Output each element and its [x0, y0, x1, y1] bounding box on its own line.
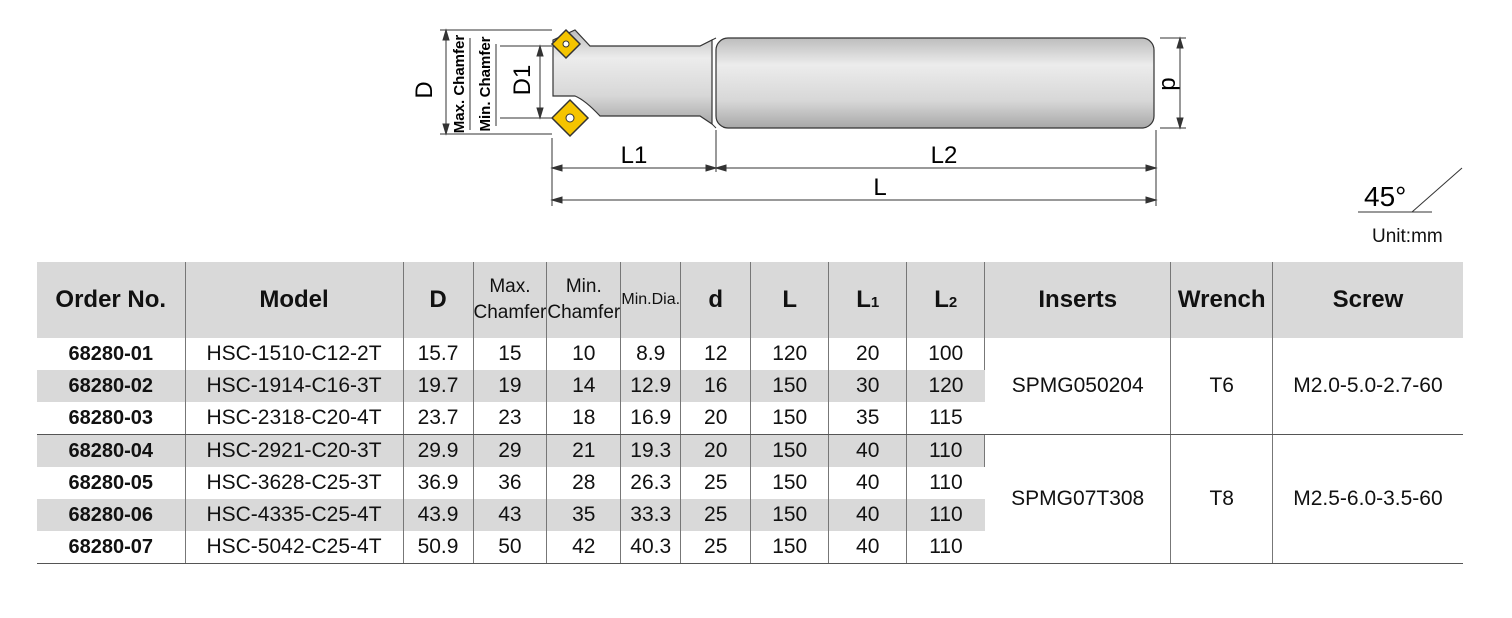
cell-model: HSC-2318-C20-4T: [185, 402, 403, 435]
cell-max: 15: [473, 338, 547, 370]
cell-order: 68280-02: [37, 370, 185, 402]
cell-L1: 40: [829, 531, 907, 564]
cell-d: 12: [681, 338, 751, 370]
cell-order: 68280-07: [37, 531, 185, 564]
cell-L: 150: [751, 531, 829, 564]
cell-min: 21: [547, 435, 621, 468]
cell-model: HSC-1510-C12-2T: [185, 338, 403, 370]
cell-L1: 40: [829, 499, 907, 531]
cell-max: 29: [473, 435, 547, 468]
cell-d: 25: [681, 499, 751, 531]
cell-max: 50: [473, 531, 547, 564]
dim-max-chamfer-label: Max. Chamfer: [451, 34, 468, 134]
cell-L1: 30: [829, 370, 907, 402]
col-L1: L1: [829, 262, 907, 338]
cell-D: 23.7: [403, 402, 473, 435]
cell-D: 29.9: [403, 435, 473, 468]
cell-model: HSC-2921-C20-3T: [185, 435, 403, 468]
cell-L: 150: [751, 499, 829, 531]
cell-max: 36: [473, 467, 547, 499]
table-row: [37, 435, 1463, 468]
col-min-dia: Min.Dia.: [621, 262, 681, 338]
col-inserts: Inserts: [985, 262, 1171, 338]
cell-d: 20: [681, 435, 751, 468]
dim-D1-label: D1: [509, 64, 536, 96]
cell-d: 25: [681, 467, 751, 499]
col-L2: L2: [907, 262, 985, 338]
cell-max: 23: [473, 402, 547, 435]
cell-max: 19: [473, 370, 547, 402]
cell-L: 150: [751, 402, 829, 435]
cell-L2: 115: [907, 402, 985, 435]
cell-L: 120: [751, 338, 829, 370]
cell-L2: 110: [907, 435, 985, 468]
table-row: [37, 338, 1463, 370]
cell-L1: 40: [829, 467, 907, 499]
dim-D-label: D: [411, 81, 438, 99]
cell-d: 20: [681, 402, 751, 435]
cell-wrench: T6: [1171, 338, 1273, 435]
cell-mindia: 33.3: [621, 499, 681, 531]
spec-table: [37, 262, 1463, 564]
cell-mindia: 16.9: [621, 402, 681, 435]
cell-mindia: 40.3: [621, 531, 681, 564]
dim-d-label: d: [1156, 77, 1183, 91]
cell-D: 19.7: [403, 370, 473, 402]
cell-min: 10: [547, 338, 621, 370]
cell-mindia: 8.9: [621, 338, 681, 370]
cell-min: 18: [547, 402, 621, 435]
col-order-no: Order No.: [37, 262, 185, 338]
col-d: d: [681, 262, 751, 338]
tool-drawing: [0, 0, 1512, 260]
cell-D: 15.7: [403, 338, 473, 370]
cell-L: 150: [751, 467, 829, 499]
col-wrench: Wrench: [1171, 262, 1273, 338]
cell-mindia: 19.3: [621, 435, 681, 468]
col-model: Model: [185, 262, 403, 338]
dim-min-chamfer-label: Min. Chamfer: [477, 36, 494, 132]
cell-screw: M2.5-6.0-3.5-60: [1273, 435, 1463, 564]
cell-model: HSC-3628-C25-3T: [185, 467, 403, 499]
cell-L2: 100: [907, 338, 985, 370]
shank: [716, 38, 1154, 128]
cell-model: HSC-4335-C25-4T: [185, 499, 403, 531]
cell-D: 43.9: [403, 499, 473, 531]
cell-D: 36.9: [403, 467, 473, 499]
angle-label: 45°: [1364, 181, 1407, 212]
cell-model: HSC-1914-C16-3T: [185, 370, 403, 402]
cell-L2: 120: [907, 370, 985, 402]
col-min-chamfer: Min. Chamfer: [547, 262, 621, 338]
cell-screw: M2.0-5.0-2.7-60: [1273, 338, 1463, 435]
cell-mindia: 26.3: [621, 467, 681, 499]
col-max-chamfer: Max. Chamfer: [473, 262, 547, 338]
dim-L-label: L: [873, 174, 887, 201]
table-body: [37, 338, 1463, 564]
col-screw: Screw: [1273, 262, 1463, 338]
cell-L2: 110: [907, 531, 985, 564]
cell-min: 35: [547, 499, 621, 531]
dim-L1-label: L1: [620, 142, 648, 169]
cell-D: 50.9: [403, 531, 473, 564]
col-D: D: [403, 262, 473, 338]
cell-mindia: 12.9: [621, 370, 681, 402]
unit-label: Unit:mm: [1372, 226, 1443, 247]
cell-L2: 110: [929, 471, 963, 494]
cell-inserts: SPMG050204: [985, 338, 1171, 435]
cell-d: 16: [681, 370, 751, 402]
cell-L1: 40: [829, 435, 907, 468]
cell-inserts: SPMG07T308: [985, 435, 1171, 564]
cell-model: HSC-5042-C25-4T: [185, 531, 403, 564]
cell-min: 28: [547, 467, 621, 499]
cell-order: 68280-06: [37, 499, 185, 531]
col-L: L: [751, 262, 829, 338]
cell-order: 68280-05: [37, 467, 185, 499]
cell-L2: 110: [907, 499, 985, 531]
table-header-row: [37, 262, 1463, 338]
cell-max: 43: [473, 499, 547, 531]
cell-L1: 35: [829, 402, 907, 435]
dim-L2-label: L2: [930, 142, 958, 169]
cell-min: 42: [547, 531, 621, 564]
cell-L: 150: [751, 370, 829, 402]
cell-min: 14: [547, 370, 621, 402]
cell-wrench: T8: [1171, 435, 1273, 564]
cell-L1: 20: [829, 338, 907, 370]
cell-order: 68280-01: [37, 338, 185, 370]
cell-order: 68280-03: [37, 402, 185, 435]
cell-L: 150: [751, 435, 829, 468]
cell-d: 25: [681, 531, 751, 564]
cell-order: 68280-04: [37, 435, 185, 468]
